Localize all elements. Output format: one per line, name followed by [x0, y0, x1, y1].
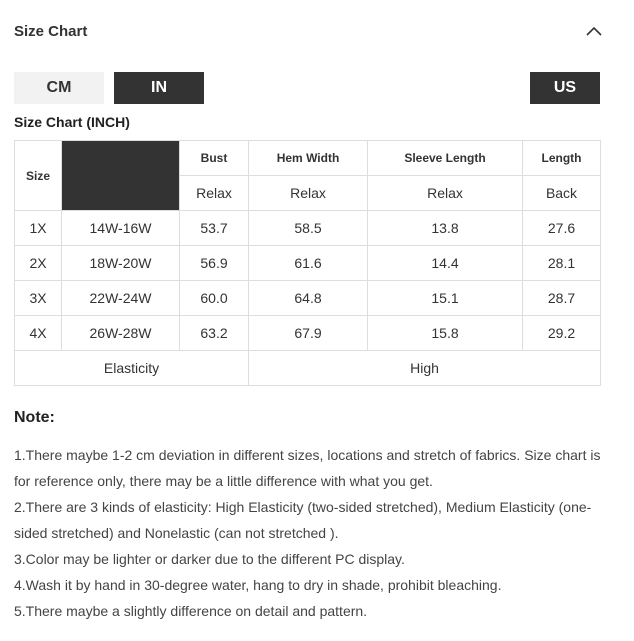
cell-bust: 63.2	[180, 316, 249, 351]
elasticity-value: High	[249, 351, 601, 386]
note-line: 4.Wash it by hand in 30-degree water, hang to dry in shade, prohibit bleaching.	[14, 577, 502, 593]
chevron-up-icon[interactable]	[584, 21, 604, 41]
notes-list	[14, 442, 604, 624]
header-hem-width: Hem Width	[249, 141, 368, 176]
header-bust: Bust	[180, 141, 249, 176]
table-title: Size Chart (INCH)	[14, 114, 130, 130]
note-line: 5.There maybe a slightly difference on detail and pattern.	[14, 603, 368, 619]
cell-length: 28.7	[523, 281, 601, 316]
cell-length: 29.2	[523, 316, 601, 351]
region-us-button[interactable]: US	[530, 72, 600, 104]
table-row	[15, 316, 601, 351]
size-chart-header[interactable]	[14, 14, 604, 48]
header-sleeve-length: Sleeve Length	[368, 141, 523, 176]
cell-hem-width: 64.8	[249, 281, 368, 316]
subheader-sleeve-length: Relax	[368, 176, 523, 211]
cell-sleeve-length: 15.8	[368, 316, 523, 351]
subheader-length: Back	[523, 176, 601, 211]
size-table	[14, 140, 601, 386]
subheader-bust: Relax	[180, 176, 249, 211]
cell-us-size: 26W-28W	[62, 316, 180, 351]
cell-length: 28.1	[523, 246, 601, 281]
elasticity-row	[15, 351, 601, 386]
unit-tabs	[14, 72, 204, 104]
table-row	[15, 211, 601, 246]
cell-us-size: 18W-20W	[62, 246, 180, 281]
cell-us-size: 22W-24W	[62, 281, 180, 316]
header-length: Length	[523, 141, 601, 176]
cell-bust: 53.7	[180, 211, 249, 246]
cell-size: 4X	[15, 316, 62, 351]
note-line: 3.Color may be lighter or darker due to the different PC display.	[14, 551, 405, 567]
cell-hem-width: 67.9	[249, 316, 368, 351]
table-row	[15, 281, 601, 316]
cell-hem-width: 61.6	[249, 246, 368, 281]
header-size: Size	[15, 141, 62, 211]
subheader-hem-width: Relax	[249, 176, 368, 211]
cell-bust: 56.9	[180, 246, 249, 281]
cell-us-size: 14W-16W	[62, 211, 180, 246]
header-us-size: US Size	[62, 141, 180, 211]
cell-size: 3X	[15, 281, 62, 316]
cell-sleeve-length: 15.1	[368, 281, 523, 316]
table-row	[15, 246, 601, 281]
cell-hem-width: 58.5	[249, 211, 368, 246]
cell-sleeve-length: 14.4	[368, 246, 523, 281]
tab-in[interactable]: IN	[114, 72, 204, 104]
elasticity-label: Elasticity	[15, 351, 249, 386]
cell-size: 1X	[15, 211, 62, 246]
note-line: 2.There are 3 kinds of elasticity: High Elasticity (two-sided stretched), Medium Elasticity (one-sided stretched) and Nonelastic (can not stretched ).	[14, 499, 592, 541]
header-title: Size Chart	[14, 22, 88, 40]
tab-cm[interactable]: CM	[14, 72, 104, 104]
cell-bust: 60.0	[180, 281, 249, 316]
cell-size: 2X	[15, 246, 62, 281]
note-title: Note:	[14, 409, 55, 426]
cell-length: 27.6	[523, 211, 601, 246]
cell-sleeve-length: 13.8	[368, 211, 523, 246]
note-line: 1.There maybe 1-2 cm deviation in different sizes, locations and stretch of fabrics. Size chart is for reference only, there may be a little difference with what you get.	[14, 447, 601, 489]
